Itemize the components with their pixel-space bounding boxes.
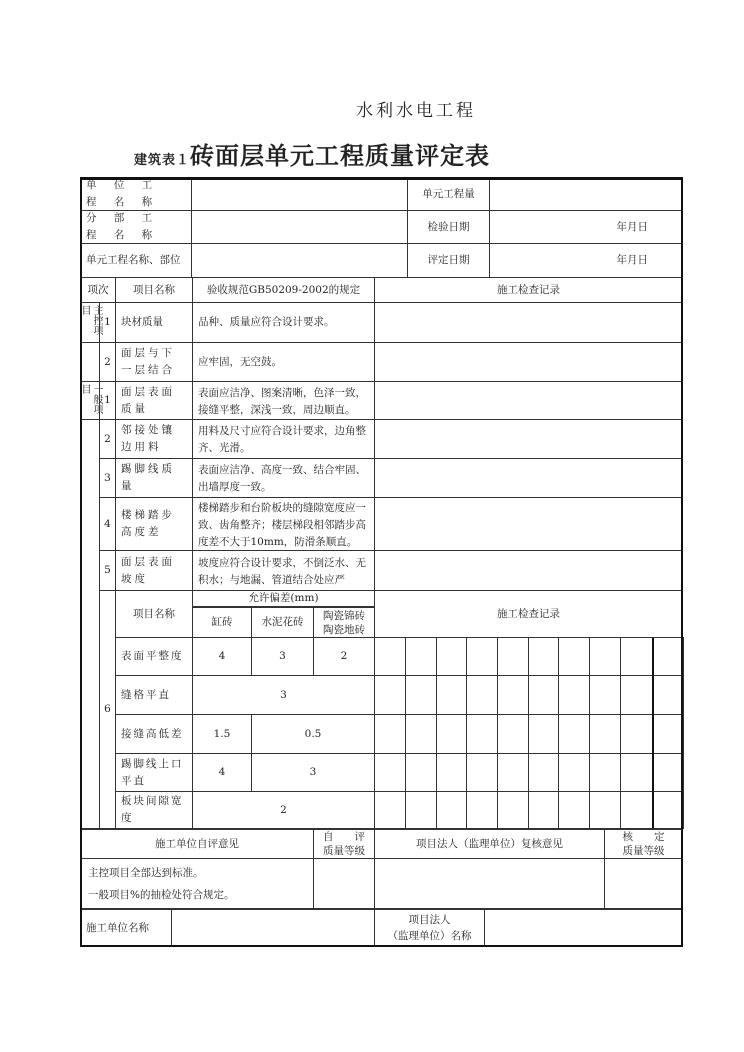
main-items-label-cont xyxy=(80,342,100,382)
col-header-item: 项目名称 xyxy=(115,277,193,303)
title-text: 砖面层单元工程质量评定表 xyxy=(190,141,491,170)
review-field[interactable] xyxy=(374,858,605,909)
general-items-label-cont xyxy=(80,419,100,829)
final-grade-label-1: 核 定 xyxy=(622,831,665,843)
measurement-cell[interactable] xyxy=(589,791,621,829)
measurement-cell[interactable] xyxy=(652,714,684,754)
general-item-name: 面层表面质量 xyxy=(115,381,193,420)
general-item-name: 楼梯踏步高度差 xyxy=(115,497,193,551)
measurement-cell[interactable] xyxy=(497,753,529,792)
general-item-spec: 用料及尺寸应符合设计要求，边角整齐、光滑。 xyxy=(192,419,375,459)
measurement-cell[interactable] xyxy=(652,791,684,829)
final-grade-header xyxy=(604,828,683,859)
main-item-no: 2 xyxy=(99,342,116,382)
measurement-cell[interactable] xyxy=(374,675,406,715)
form-number: 建筑表１ xyxy=(134,153,191,168)
measurement-cell[interactable] xyxy=(528,637,559,676)
measurement-cell[interactable] xyxy=(374,714,406,754)
tolerance-item-name: 板块间隙宽度 xyxy=(115,791,193,829)
measurement-cell[interactable] xyxy=(436,753,467,792)
main-item-name: 块材质量 xyxy=(115,302,193,343)
measurement-cell[interactable] xyxy=(620,791,653,829)
tolerance-item-name: 接缝高低差 xyxy=(115,714,193,754)
tolerance-value-cement-tile: 3 xyxy=(251,637,314,676)
measurement-cell[interactable] xyxy=(436,675,467,715)
general-item-name: 踢脚线质量 xyxy=(115,458,193,498)
measurement-cell[interactable] xyxy=(528,753,559,792)
general-item-spec: 表面应洁净、图案清晰，色泽一致，接缝平整，深浅一致，周边顺直。 xyxy=(192,381,375,420)
general-item-name: 面层表面坡度 xyxy=(115,550,193,591)
tolerance-record-header: 施工检查记录 xyxy=(374,590,683,638)
owner-label-1: 项目法人 xyxy=(408,914,451,926)
owner-label-2: （监理单位）名称 xyxy=(387,930,472,942)
unit-name-label: 单元工程名称、部位 xyxy=(80,243,192,278)
self-grade-label-1: 自 评 xyxy=(323,831,365,843)
main-item-no: 1 xyxy=(99,302,116,343)
measurement-cell[interactable] xyxy=(589,714,621,754)
unit-name-field[interactable] xyxy=(191,243,408,278)
measurement-cell[interactable] xyxy=(436,791,467,829)
general-item-record[interactable] xyxy=(374,458,683,498)
main-item-spec: 应牢固，无空鼓。 xyxy=(192,342,375,382)
measurement-cell[interactable] xyxy=(466,714,498,754)
division-label: 分 部 工 程 名 称 xyxy=(80,210,192,244)
col-header-record: 施工检查记录 xyxy=(374,277,683,303)
review-header: 项目法人（监理单位）复核意见 xyxy=(374,828,605,859)
inspect-date-field[interactable]: 年月日 xyxy=(489,210,683,244)
measurement-cell[interactable] xyxy=(497,714,529,754)
measurement-cell[interactable] xyxy=(620,753,653,792)
measurement-cell[interactable] xyxy=(374,791,406,829)
main-items-label: 主控项目 xyxy=(80,302,100,343)
subcol-cement-tile: 水泥花砖 xyxy=(251,606,314,638)
tolerance-value-red-brick: 4 xyxy=(192,753,252,792)
tolerance-value: 3 xyxy=(192,675,375,715)
measurement-cell[interactable] xyxy=(466,675,498,715)
self-eval-header: 施工单位自评意见 xyxy=(80,828,314,859)
measurement-cell[interactable] xyxy=(497,791,529,829)
measurement-cell[interactable] xyxy=(558,714,590,754)
general-item-no: 4 xyxy=(99,497,116,551)
tolerance-value-red-brick: 4 xyxy=(192,637,252,676)
unit-quantity-label: 单元工程量 xyxy=(407,177,490,211)
tolerance-value-red-brick: 1.5 xyxy=(192,714,252,754)
measurement-cell[interactable] xyxy=(497,637,529,676)
tolerance-item-name: 踢脚线上口平直 xyxy=(115,753,193,792)
eval-date-field[interactable]: 年月日 xyxy=(489,243,683,278)
inspect-date-label: 检验日期 xyxy=(407,210,490,244)
self-grade-label-2: 质量等级 xyxy=(323,845,365,857)
tolerance-no: 6 xyxy=(99,590,116,829)
measurement-cell[interactable] xyxy=(589,675,621,715)
measurement-cell[interactable] xyxy=(405,714,437,754)
tolerance-value: 2 xyxy=(192,791,375,829)
tolerance-group-header: 允许偏差(mm) xyxy=(192,590,375,607)
measurement-cell[interactable] xyxy=(374,753,406,792)
unit-project-field[interactable] xyxy=(191,177,408,211)
document-subtitle: 水利水电工程 xyxy=(356,101,476,121)
measurement-cell[interactable] xyxy=(405,791,437,829)
measurement-cell[interactable] xyxy=(652,637,684,676)
tolerance-item-name: 缝格平直 xyxy=(115,675,193,715)
final-grade-field[interactable] xyxy=(604,858,683,909)
measurement-cell[interactable] xyxy=(374,637,406,676)
general-item-record[interactable] xyxy=(374,550,683,591)
general-item-spec: 楼梯踏步和台阶板块的缝隙宽度应一致、齿角整齐；楼层梯段相邻踏步高度差不大于10mm，防滑条顺直。 xyxy=(192,497,375,551)
general-item-no: 2 xyxy=(99,419,116,459)
owner-field[interactable] xyxy=(484,908,683,947)
general-item-no: 3 xyxy=(99,458,116,498)
col-header-spec: 验收规范GB50209-2002的规定 xyxy=(192,277,375,303)
measurement-cell[interactable] xyxy=(558,791,590,829)
measurement-cell[interactable] xyxy=(620,714,653,754)
measurement-cell[interactable] xyxy=(589,637,621,676)
main-item-record[interactable] xyxy=(374,302,683,343)
measurement-cell[interactable] xyxy=(652,753,684,792)
general-item-spec: 表面应洁净、高度一致、结合牢固、出墙厚度一致。 xyxy=(192,458,375,498)
main-item-name: 面层与下一层结合 xyxy=(115,342,193,382)
unit-quantity-field[interactable] xyxy=(489,177,683,211)
measurement-cell[interactable] xyxy=(466,791,498,829)
measurement-cell[interactable] xyxy=(466,753,498,792)
general-item-record[interactable] xyxy=(374,419,683,459)
measurement-cell[interactable] xyxy=(405,637,437,676)
general-item-no: 5 xyxy=(99,550,116,591)
statement-general: 一般项目%的抽检处符合规定。 xyxy=(88,888,235,901)
col-header-no: 项次 xyxy=(80,277,116,303)
measurement-cell[interactable] xyxy=(620,637,653,676)
tolerance-value-tiles: 3 xyxy=(251,753,375,792)
subcol-ceramic-tile: 陶瓷锦砖陶瓷地砖 xyxy=(313,606,375,638)
owner-label xyxy=(374,908,485,947)
tolerance-value-ceramic-tile: 2 xyxy=(313,637,375,676)
measurement-cell[interactable] xyxy=(652,675,684,715)
subcol-red-brick: 缸砖 xyxy=(192,606,252,638)
measurement-cell[interactable] xyxy=(405,675,437,715)
tolerance-item-name: 表面平整度 xyxy=(115,637,193,676)
contractor-field[interactable] xyxy=(171,908,375,947)
measurement-cell[interactable] xyxy=(558,753,590,792)
measurement-cell[interactable] xyxy=(436,714,467,754)
measurement-cell[interactable] xyxy=(528,675,559,715)
unit-project-label: 单 位 工 程 名 称 xyxy=(80,177,192,211)
tolerance-item-header: 项目名称 xyxy=(115,590,193,638)
self-grade-field[interactable] xyxy=(313,858,375,909)
self-eval-statement[interactable] xyxy=(80,858,314,909)
general-item-record[interactable] xyxy=(374,497,683,551)
tolerance-value-tiles: 0.5 xyxy=(251,714,375,754)
contractor-label: 施工单位名称 xyxy=(80,908,172,947)
measurement-cell[interactable] xyxy=(528,714,559,754)
measurement-cell[interactable] xyxy=(497,675,529,715)
final-grade-label-2: 质量等级 xyxy=(622,845,665,857)
general-item-no: 1 xyxy=(99,381,116,420)
measurement-cell[interactable] xyxy=(436,637,467,676)
measurement-cell[interactable] xyxy=(620,675,653,715)
measurement-cell[interactable] xyxy=(589,753,621,792)
statement-main: 主控项目全部达到标准。 xyxy=(88,866,204,879)
measurement-cell[interactable] xyxy=(558,675,590,715)
division-field[interactable] xyxy=(191,210,408,244)
self-grade-header xyxy=(313,828,375,859)
measurement-cell[interactable] xyxy=(466,637,498,676)
main-item-spec: 品种、质量应符合设计要求。 xyxy=(192,302,375,343)
document-title xyxy=(134,136,490,171)
general-item-spec: 坡度应符合设计要求，不倒泛水、无积水；与地漏、管道结合处应严 xyxy=(192,550,375,591)
general-item-record[interactable] xyxy=(374,381,683,420)
measurement-cell[interactable] xyxy=(528,791,559,829)
measurement-cell[interactable] xyxy=(558,637,590,676)
eval-date-label: 评定日期 xyxy=(407,243,490,278)
general-items-label: 一般项目 xyxy=(80,381,100,420)
measurement-cell[interactable] xyxy=(405,753,437,792)
main-item-record[interactable] xyxy=(374,342,683,382)
general-item-name: 邻接处镶边用料 xyxy=(115,419,193,459)
